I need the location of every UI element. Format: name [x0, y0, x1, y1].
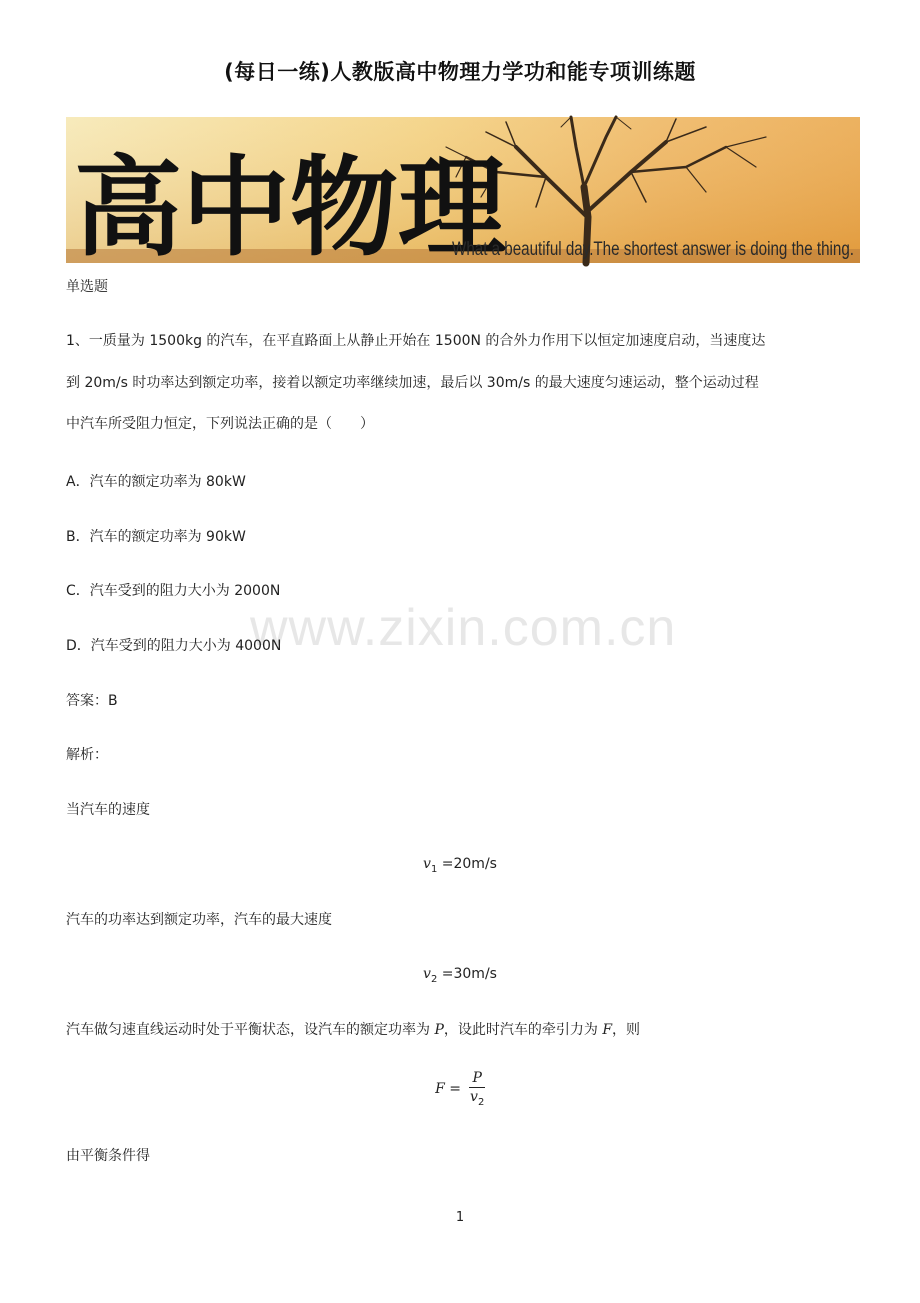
watermark: www.zixin.com.cn: [250, 599, 677, 657]
banner-big-text: 高中物理: [74, 145, 507, 271]
option-c: C．汽车受到的阻力大小为 2000N: [66, 583, 281, 599]
equation-force: F = $\frac{P}{v_2}$: [435, 1070, 485, 1108]
option-b: B．汽车的额定功率为 90kW: [66, 529, 246, 545]
analysis-text-4: 由平衡条件得: [66, 1148, 150, 1164]
equation-v1: $v_1 =20m/s$: [423, 856, 497, 875]
header-banner: [66, 117, 860, 271]
question-line-3: 中汽车所受阻力恒定，下列说法正确的是（ ）: [66, 416, 374, 432]
question-line-2: 到 20m/s 时功率达到额定功率，接着以额定功率继续加速，最后以 30m/s 的最大速度匀速运动，整个运动过程: [66, 375, 759, 391]
option-d: D．汽车受到的阻力大小为 4000N: [66, 638, 282, 654]
answer: 答案：B: [66, 693, 118, 709]
section-heading: 单选题: [66, 279, 108, 295]
banner-illustration: [66, 117, 860, 271]
page-number: 1: [455, 1210, 465, 1225]
equation-v2: $v_2 =30m/s$: [423, 966, 497, 985]
question-line-1: 1、一质量为 1500kg 的汽车，在平直路面上从静止开始在 1500N 的合外力作用下以恒定加速度启动，当速度达: [66, 333, 766, 349]
analysis-text-2: 汽车的功率达到额定功率，汽车的最大速度: [66, 912, 332, 928]
option-a: A．汽车的额定功率为 80kW: [66, 474, 246, 490]
banner-slogan: What a beautiful day.The shortest answer is doing the thing.: [452, 239, 854, 260]
analysis-label: 解析：: [66, 747, 108, 763]
analysis-text-1: 当汽车的速度: [66, 802, 150, 818]
analysis-text-3: 汽车做匀速直线运动时处于平衡状态，设汽车的额定功率为 P，设此时汽车的牵引力为 F，则: [66, 1022, 641, 1038]
page-title: (每日一练)人教版高中物理力学功和能专项训练题: [224, 60, 696, 84]
